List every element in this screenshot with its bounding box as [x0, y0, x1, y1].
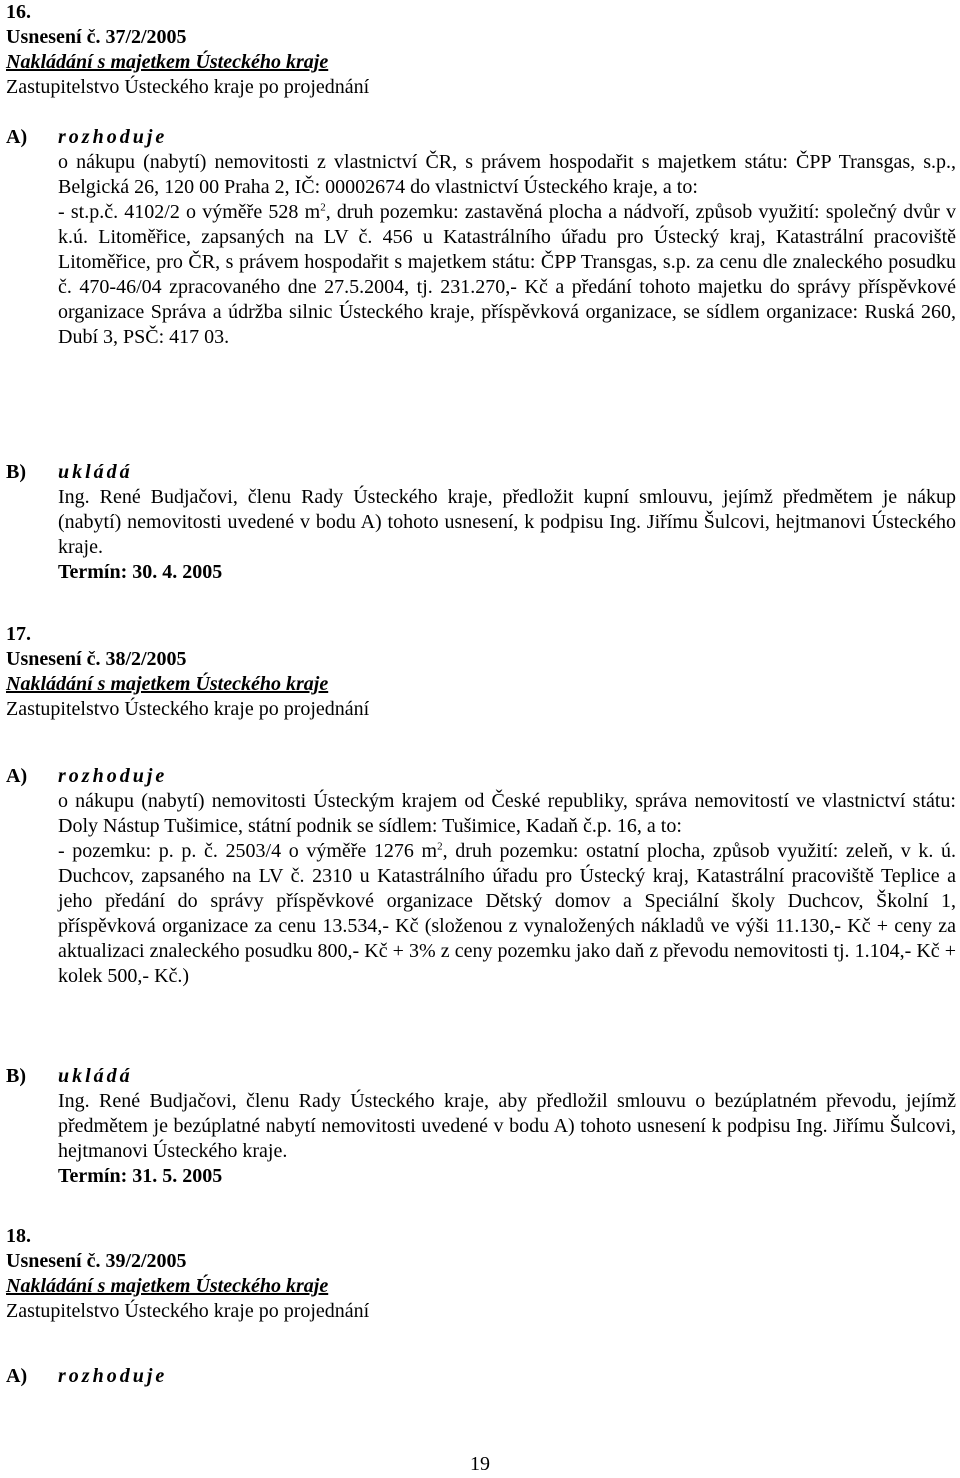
section-label: A): [6, 765, 28, 787]
section-verb: rozhoduje: [58, 126, 168, 148]
section-label: A): [6, 1365, 28, 1387]
resolution-subject: Nakládání s majetkem Ústeckého kraje: [6, 51, 329, 73]
section-a-17: [6, 764, 956, 989]
resolution-17: [6, 622, 956, 722]
deadline: Termín: 30. 4. 2005: [58, 561, 223, 583]
deadline: Termín: 31. 5. 2005: [58, 1165, 223, 1187]
section-text: o nákupu (nabytí) nemovitosti z vlastnictví ČR, s právem hospodařit s majetkem státu: ČPP Transgas, s.p., Belgická 26, 120 00 Praha 2, IČ: 00002674 do vlastnictví Ústeckého kraje, a to:: [58, 151, 956, 198]
section-b-17: [6, 1064, 956, 1189]
section-text-parcel: - pozemku: p. p. č. 2503/4 o výměře 1276 $m^2$, druh pozemku: ostatní plocha, způsob využití: zeleň, v k. ú. Duchcov, zapsaného na LV č. 2310 u Katastrálního úřadu pro Ústecký kraj, Katastrální pracoviště Teplice a jeho předání do správy příspěvkové organizace Dětský domov a Speciální školy Duchcov, Školní 1, příspěvková organizace za cenu 13.534,- Kč (složenou z vynaložených nákladů ve výši 11.130,- Kč + ceny za aktualizaci znaleckého posudku 800,- Kč + 3% z ceny pozemku jako daň z převodu nemovitosti tj. 1.104,- Kč + kolek 500,- Kč.): [58, 840, 956, 987]
item-number: 17.: [6, 623, 31, 645]
section-label: B): [6, 461, 26, 483]
section-label: B): [6, 1065, 26, 1087]
section-a-16: [6, 125, 956, 350]
item-number: 16.: [6, 1, 31, 23]
resolution-subject: Nakládání s majetkem Ústeckého kraje: [6, 673, 329, 695]
section-text-parcel: - st.p.č. 4102/2 o výměře 528 $m^2$, druh pozemku: zastavěná plocha a nádvoří, způsob využití: společný dvůr v k.ú. Litoměřice, zapsaných na LV č. 456 u Katastrálního úřadu pro Ústecký kraj, Katastrální pracoviště Litoměřice, pro ČR, s právem hospodařit s majetkem státu: ČPP Transgas, s.p. za cenu dle znaleckého posudku č. 470-46/04 zpracovaného dne 27.5.2004, tj. 231.270,- Kč a předání tohoto majetku do správy příspěvkové organizace Správa a údržba silnic Ústeckého kraje, příspěvková organizace, se sídlem organizace: Ruská 260, Dubí 3, PSČ: 417 03.: [58, 201, 956, 348]
section-label: A): [6, 126, 28, 148]
section-a-18: [6, 1364, 956, 1389]
resolution-18: [6, 1224, 956, 1324]
section-text: o nákupu (nabytí) nemovitosti Ústeckým krajem od České republiky, správa nemovitostí ve vlastnictví státu: Doly Nástup Tušimice, státní podnik se sídlem: Tušimice, Kadaň č.p. 16, a to:: [58, 790, 956, 837]
item-number: 18.: [6, 1225, 31, 1247]
section-text: Ing. René Budjačovi, členu Rady Ústeckého kraje, předložit kupní smlouvu, jejímž předmětem je nákup (nabytí) nemovitosti uvedené v bodu A) tohoto usnesení, k podpisu Ing. Jiřímu Šulcovi, hejtmanovi Ústeckého kraje.: [58, 486, 956, 558]
resolution-title: Usnesení č. 38/2/2005: [6, 648, 187, 670]
section-verb: ukládá: [58, 461, 133, 483]
preamble: Zastupitelstvo Ústeckého kraje po projednání: [6, 1300, 370, 1322]
section-verb: rozhoduje: [58, 1365, 168, 1387]
resolution-subject: Nakládání s majetkem Ústeckého kraje: [6, 1275, 329, 1297]
preamble: Zastupitelstvo Ústeckého kraje po projednání: [6, 76, 370, 98]
preamble: Zastupitelstvo Ústeckého kraje po projednání: [6, 698, 370, 720]
section-verb: ukládá: [58, 1065, 133, 1087]
resolution-title: Usnesení č. 37/2/2005: [6, 26, 187, 48]
page-number: 19: [470, 1453, 490, 1475]
resolution-title: Usnesení č. 39/2/2005: [6, 1250, 187, 1272]
section-b-16: [6, 460, 956, 585]
resolution-16: [6, 0, 956, 100]
section-text: Ing. René Budjačovi, členu Rady Ústeckého kraje, aby předložil smlouvu o bezúplatném převodu, jejímž předmětem je bezúplatné nabytí nemovitosti uvedené v bodu A) tohoto usnesení k podpisu Ing. Jiřímu Šulcovi, hejtmanovi Ústeckého kraje.: [58, 1090, 956, 1162]
section-verb: rozhoduje: [58, 765, 168, 787]
